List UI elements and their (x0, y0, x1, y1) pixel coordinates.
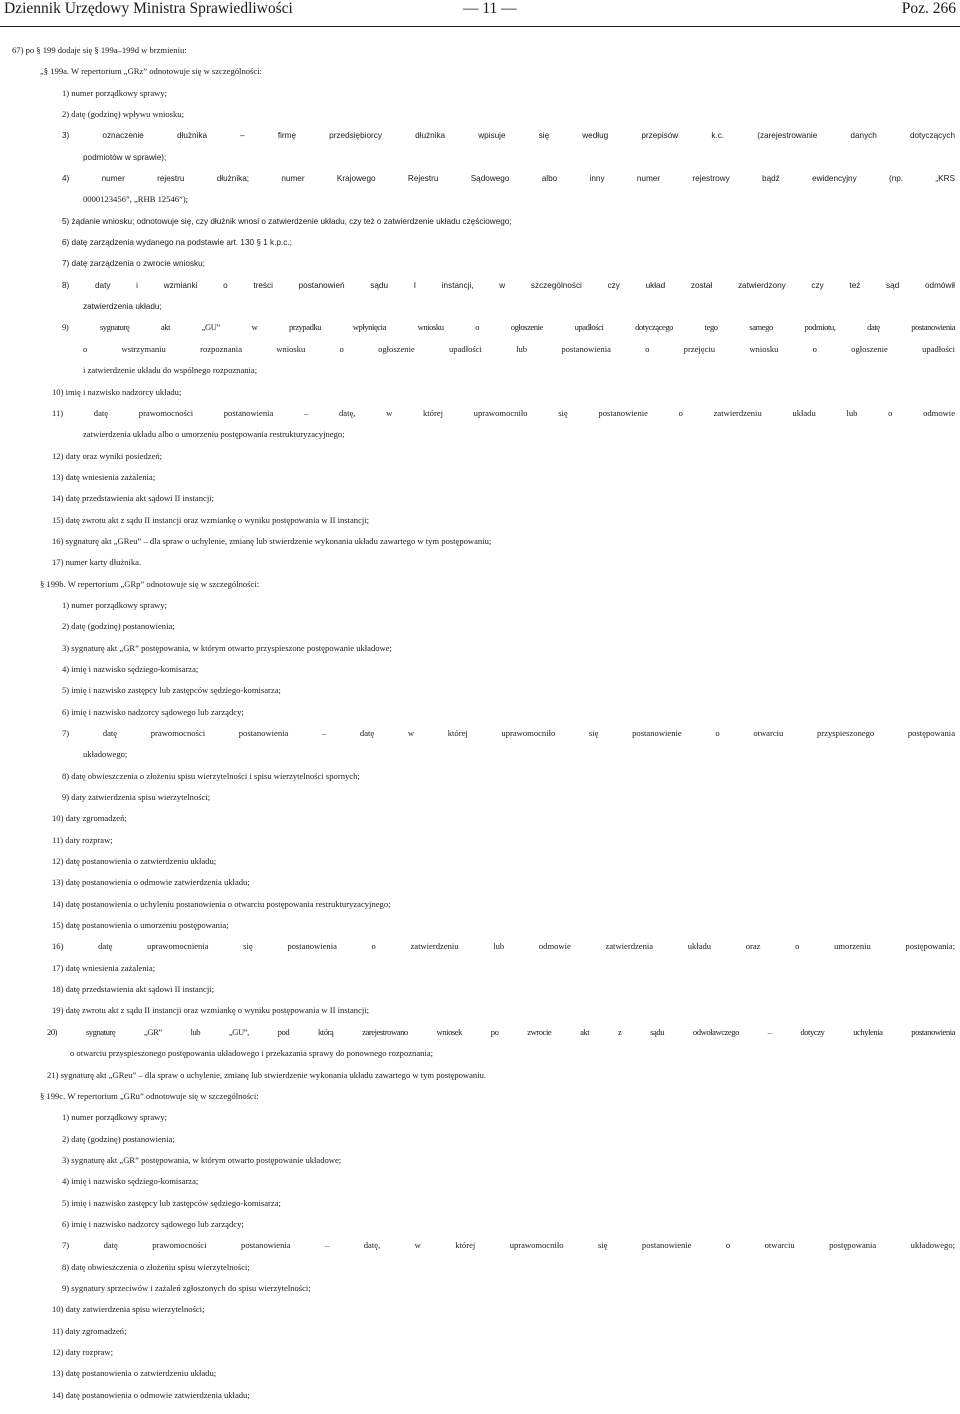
text-line: 14) datę przedstawienia akt sądowi II instancji; (52, 493, 214, 504)
text-line: 8) datę obwieszczenia o złożeniu spisu wierzytelności; (62, 1261, 250, 1272)
journal-title: Dziennik Urzędowy Ministra Sprawiedliwości (4, 0, 293, 17)
text-line: 1) numer porządkowy sprawy; (62, 1112, 168, 1123)
text-line: „§ 199a. W repertorium „GRz” odnotowuje się w szczególności: (40, 66, 262, 77)
text-line: 1) numer porządkowy sprawy; (62, 87, 168, 98)
text-line: 9) sygnatury sprzeciwów i zażaleń zgłoszonych do spisu wierzytelności; (62, 1282, 311, 1293)
text-line: 6) imię i nazwisko nadzorcy sądowego lub zarządcy; (62, 1218, 244, 1229)
text-line: zatwierdzenia układu albo o umorzeniu postępowania restrukturyzacyjnego; (83, 429, 345, 440)
text-line: 2) datę (godzinę) postanowienia; (62, 1133, 175, 1144)
text-line: 9) daty zatwierdzenia spisu wierzytelności; (62, 792, 211, 803)
text-line: § 199c. W repertorium „GRu” odnotowuje się w szczególności: (40, 1090, 259, 1101)
text-line: 4) numer rejestru dłużnika; numer Krajowego Rejestru Sądowego albo inny numer rejestrowy bądź ewidencyjny (np. „KRS (62, 174, 955, 184)
text-line: 18) datę przedstawienia akt sądowi II instancji; (52, 984, 214, 995)
text-line: zatwierdzenia układu; (83, 302, 162, 312)
text-line: 14) datę postanowienia o uchyleniu postanowienia o otwarciu postępowania restrukturyzacyjnego; (52, 898, 391, 909)
text-line: 6) imię i nazwisko nadzorcy sądowego lub zarządcy; (62, 706, 244, 717)
text-line: 2) datę (godzinę) postanowienia; (62, 621, 175, 632)
text-line: 19) datę zwrotu akt z sądu II instancji oraz wzmiankę o wyniku postępowania w II instancji; (52, 1005, 370, 1016)
text-line: 1) numer porządkowy sprawy; (62, 599, 168, 610)
page-number: — 11 — (463, 0, 517, 17)
document-body (0, 40, 960, 1406)
text-line: 3) sygnaturę akt „GR” postępowania, w którym otwarto postępowanie układowe; (62, 1154, 342, 1165)
text-line: 8) daty i wzmianki o treści postanowień sądu I instancji, w szczególności czy układ został zatwierdzony czy też sąd odmówił (62, 280, 955, 290)
text-line: 8) datę obwieszczenia o złożeniu spisu wierzytelności i spisu wierzytelności spornych; (62, 770, 360, 781)
text-line: 5) imię i nazwisko zastępcy lub zastępców sędziego-komisarza; (62, 685, 281, 696)
text-line: 14) datę postanowienia o odmowie zatwierdzenia układu; (52, 1389, 250, 1400)
text-line: 4) imię i nazwisko sędziego-komisarza; (62, 663, 199, 674)
text-line: 6) datę zarządzenia wydanego na podstawie art. 130 § 1 k.p.c.; (62, 238, 292, 248)
text-line: 13) datę postanowienia o odmowie zatwierdzenia układu; (52, 877, 250, 888)
text-line: o otwarciu przyspieszonego postępowania układowego i przekazania sprawy do ponownego rozpoznania; (70, 1048, 434, 1059)
text-line: 10) daty zgromadzeń; (52, 813, 127, 824)
text-line: 21) sygnaturę akt „GReu” – dla spraw o uchylenie, zmianę lub stwierdzenie wykonania układu zawartego w tym postępowaniu. (47, 1069, 487, 1080)
text-line: 10) daty zatwierdzenia spisu wierzytelności; (52, 1304, 205, 1315)
text-line: 11) daty zgromadzeń; (52, 1325, 127, 1336)
text-line: 2) datę (godzinę) wpływu wniosku; (62, 109, 184, 120)
text-line: podmiotów w sprawie); (83, 152, 167, 162)
text-line: 11) datę prawomocności postanowienia – datę, w której uprawomocniło się postanowienie o zatwierdzeniu układu lub o odmowie (52, 407, 955, 418)
text-line: 9) sygnaturę akt „GU” w przypadku wpłynięcia wniosku o ogłoszenie upadłości dotyczącego tego samego podmiotu, datę postanowienia (62, 322, 955, 333)
text-line: 13) datę wniesienia zażalenia; (52, 471, 156, 482)
text-line: 0000123456”, „RHB 12546”); (83, 194, 189, 205)
text-line: o wstrzymaniu rozpoznania wniosku o ogłoszenie upadłości lub postanowienia o przejęciu wniosku o ogłoszenie upadłości (83, 343, 955, 354)
position-number: Poz. 266 (901, 0, 956, 17)
text-line: § 199b. W repertorium „GRp” odnotowuje się w szczególności: (40, 578, 260, 589)
text-line: 15) datę zwrotu akt z sądu II instancji oraz wzmiankę o wyniku postępowania w II instancji; (52, 514, 370, 525)
text-line: 67) po § 199 dodaje się § 199a–199d w brzmieniu: (12, 45, 187, 55)
text-line: 10) imię i nazwisko nadzorcy układu; (52, 386, 182, 397)
text-line: 3) oznaczenie dłużnika – firmę przedsiębiorcy dłużnika wpisuje się według przepisów k.c. (zarejestrowanie danych dotyczących (62, 131, 955, 141)
text-line: układowego; (83, 749, 128, 760)
text-line: 12) daty rozpraw; (52, 1346, 113, 1357)
text-line: 7) datę prawomocności postanowienia – datę w której uprawomocniło się postanowienie o otwarciu przyspieszonego postępowania (62, 728, 955, 738)
text-line: i zatwierdzenie układu do wspólnego rozpoznania; (83, 365, 258, 376)
text-line: 3) sygnaturę akt „GR” postępowania, w którym otwarto przyspieszone postępowanie układowe; (62, 642, 392, 653)
text-line: 5) imię i nazwisko zastępcy lub zastępców sędziego-komisarza; (62, 1197, 281, 1208)
text-line: 11) daty rozpraw; (52, 834, 113, 845)
text-line: 12) daty oraz wyniki posiedzeń; (52, 450, 163, 461)
text-line: 5) żądanie wniosku; odnotowuje się, czy dłużnik wnosi o zatwierdzenie układu, czy też o zatwierdzenie układu częściowego; (62, 216, 512, 226)
text-line: 7) datę zarządzenia o zwrocie wniosku; (62, 259, 205, 269)
text-line: 16) sygnaturę akt „GReu” – dla spraw o uchylenie, zmianę lub stwierdzenie wykonania układu zawartego w tym postępowaniu; (52, 535, 492, 546)
text-line: 4) imię i nazwisko sędziego-komisarza; (62, 1176, 199, 1187)
text-line: 16) datę uprawomocnienia się postanowienia o zatwierdzeniu lub odmowie zatwierdzenia układu oraz o umorzeniu postępowania; (52, 941, 955, 952)
text-line: 12) datę postanowienia o zatwierdzeniu układu; (52, 856, 217, 867)
text-line: 17) numer karty dłużnika. (52, 557, 142, 568)
text-line: 13) datę postanowienia o zatwierdzeniu układu; (52, 1368, 217, 1379)
text-line: 15) datę postanowienia o umorzeniu postępowania; (52, 920, 229, 931)
text-line: 7) datę prawomocności postanowienia – datę, w której uprawomocniło się postanowienie o otwarciu postępowania układowego; (62, 1240, 955, 1251)
text-line: 20) sygnaturę „GR” lub „GU”, pod którą zarejestrowano wniosek po zwrocie akt z sądu odwoławczego – dotyczy uchylenia postanowienia (47, 1026, 955, 1037)
page-header (0, 0, 960, 27)
text-line: 17) datę wniesienia zażalenia; (52, 962, 156, 973)
